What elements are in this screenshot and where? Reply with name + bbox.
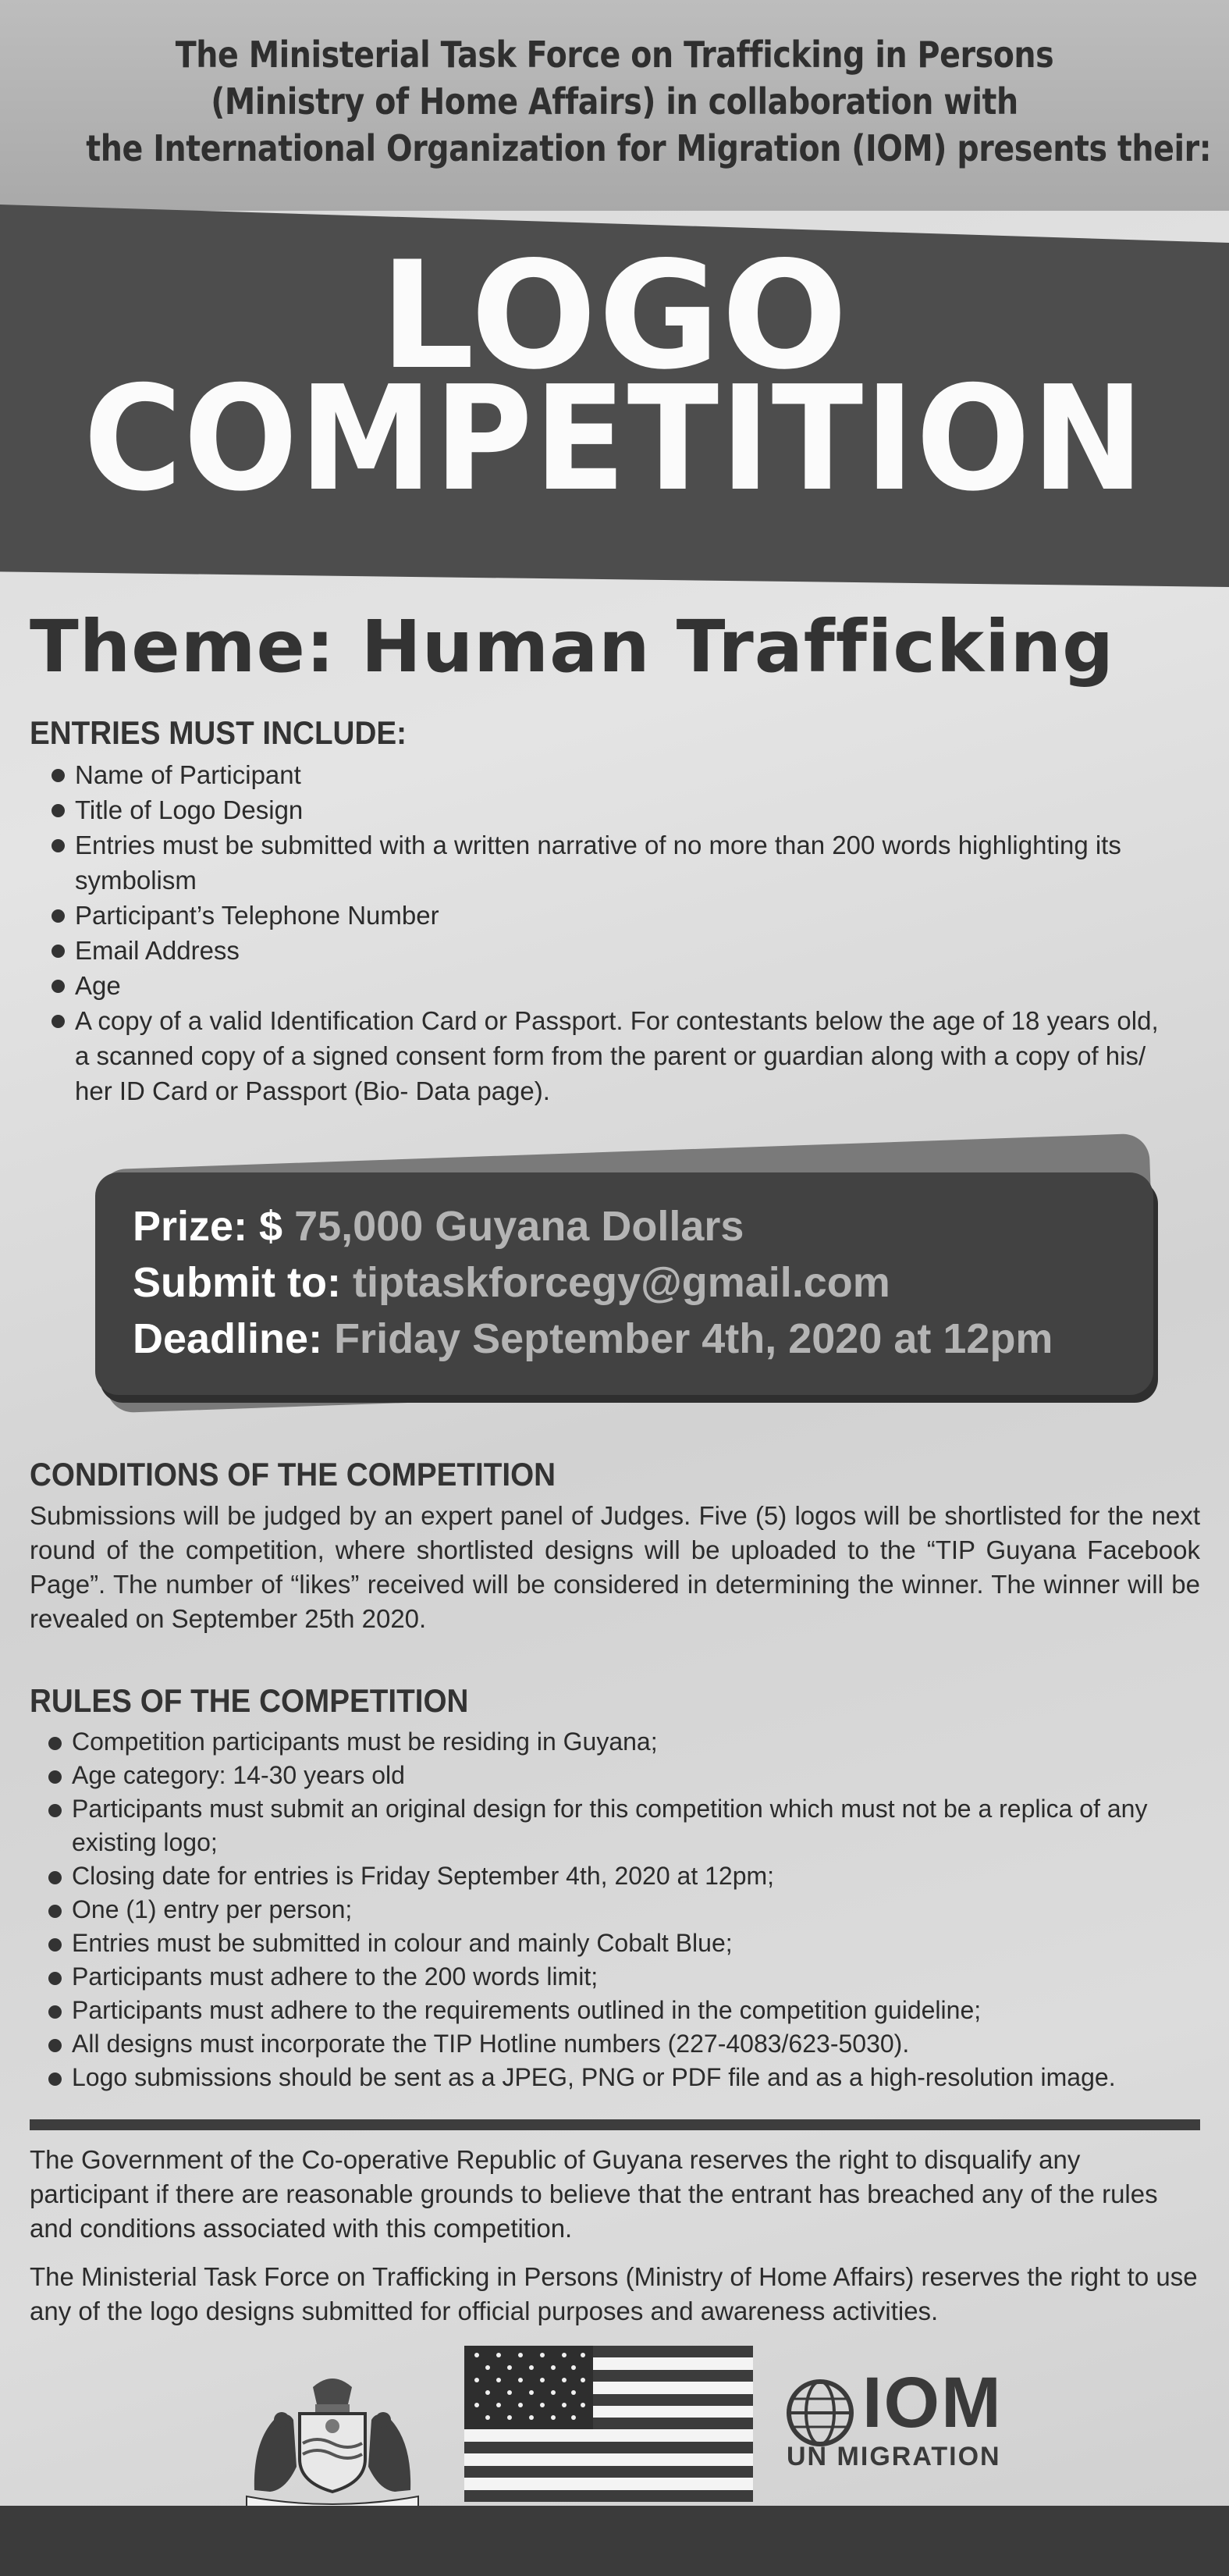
submit-email: tiptaskforcegy@gmail.com — [340, 1259, 890, 1306]
list-item: Title of Logo Design — [50, 792, 1166, 827]
iom-logo-subtitle: UN MIGRATION — [787, 2442, 1001, 2471]
list-item: Participant’s Telephone Number — [50, 898, 1166, 933]
list-item: All designs must incorporate the TIP Hotline numbers (227-4083/623-5030). — [47, 2027, 1202, 2061]
list-item: Entries must be submitted with a written narrative of no more than 200 words highlighting its symbolism — [50, 827, 1166, 898]
list-item: Email Address — [50, 933, 1166, 968]
rules-heading: RULES OF THE COMPETITION — [30, 1682, 469, 1719]
prize-line — [133, 1202, 744, 1251]
list-item: Age category: 14-30 years old — [47, 1759, 1202, 1792]
deadline-value: Friday September 4th, 2020 at 12pm — [322, 1315, 1053, 1362]
usa-flag-icon — [464, 2346, 753, 2502]
entries-heading: ENTRIES MUST INCLUDE: — [30, 714, 407, 751]
list-item: Competition participants must be residing in Guyana; — [47, 1725, 1202, 1759]
conditions-heading: CONDITIONS OF THE COMPETITION — [30, 1456, 556, 1493]
list-item: Name of Participant — [50, 757, 1166, 792]
title-competition: COMPETITION — [83, 354, 1146, 523]
title-logo: LOGO — [379, 229, 850, 402]
intro-line: the International Organization for Migration (IOM) presents their: — [86, 127, 1212, 169]
prize-value: 75,000 Guyana Dollars — [282, 1203, 744, 1250]
submit-label: Submit to: — [133, 1259, 341, 1306]
theme-heading: Theme: Human Trafficking — [30, 605, 1114, 688]
conditions-text: Submissions will be judged by an expert panel of Judges. Five (5) logos will be shortlisted for the next round of the competition, where shortlisted designs will be uploaded to the “TIP Guyana Facebook Page”. The number of “likes” received will be considered in determining the winner. The winner will be revealed on September 25th 2020. — [30, 1501, 1200, 1633]
intro-line: (Ministry of Home Affairs) in collaboration with — [211, 80, 1018, 123]
list-item: Participants must adhere to the requirements outlined in the competition guideline; — [47, 1994, 1202, 2027]
deadline-label: Deadline: — [133, 1315, 323, 1362]
entries-list — [50, 757, 1166, 1108]
list-item: Participants must adhere to the 200 words limit; — [47, 1960, 1202, 1994]
list-item: Logo submissions should be sent as a JPEG, PNG or PDF file and as a high-resolution image. — [47, 2061, 1202, 2094]
disclaimer-government: The Government of the Co-operative Republic of Guyana reserves the right to disqualify any participant if there are reasonable grounds to believe that the entrant has breached any of the rules and conditions associated with this competition. — [30, 2145, 1158, 2243]
iom-logo-text: IOM — [862, 2363, 1003, 2443]
deadline-line — [133, 1315, 1053, 1363]
rules-list — [47, 1725, 1202, 2094]
list-item: Age — [50, 968, 1166, 1003]
submit-line — [133, 1258, 890, 1307]
list-item: A copy of a valid Identification Card or Passport. For contestants below the age of 18 years old, a scanned copy of a signed consent form from the parent or guardian along with a copy of his/ her ID Card or Passport (Bio- Data page). — [50, 1003, 1166, 1108]
list-item: One (1) entry per person; — [47, 1893, 1202, 1927]
intro-line: The Ministerial Task Force on Trafficking in Persons — [175, 34, 1054, 76]
disclaimer-task-force: The Ministerial Task Force on Trafficking in Persons (Ministry of Home Affairs) reserves the right to use any of the logo designs submitted for official purposes and awareness activities. — [30, 2262, 1198, 2325]
iom-globe-icon — [784, 2377, 856, 2449]
list-item: Entries must be submitted in colour and mainly Cobalt Blue; — [47, 1927, 1202, 1960]
list-item: Closing date for entries is Friday September 4th, 2020 at 12pm; — [47, 1859, 1202, 1893]
footer-band — [0, 2506, 1229, 2576]
guyana-coat-of-arms-icon — [239, 2373, 426, 2510]
list-item: Participants must submit an original design for this competition which must not be a replica of any existing logo; — [47, 1792, 1202, 1859]
intro-text — [0, 31, 1229, 172]
divider — [30, 2119, 1200, 2130]
prize-label: Prize: $ — [133, 1203, 283, 1250]
